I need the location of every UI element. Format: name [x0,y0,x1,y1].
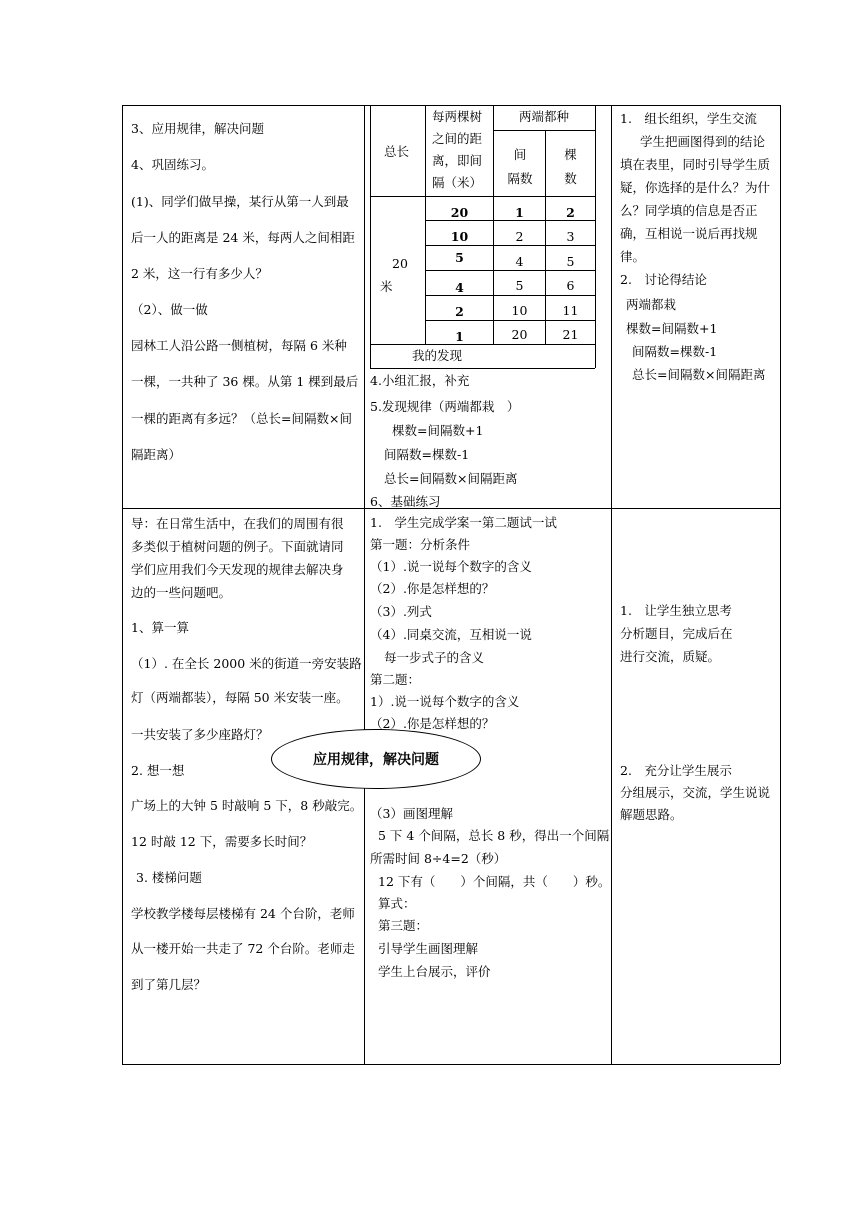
right-line: 分组展示，交流，学生说说 [620,785,771,800]
table-right-border [780,105,781,1064]
middle-line: （3）.列式 [370,604,432,619]
left-line: 一共安装了多少座路灯？ [131,727,269,742]
column-divider-1 [364,105,365,1064]
table-bottom-border [122,1064,780,1065]
inner-table-bottom [370,368,595,369]
row-count: 20 [511,327,528,342]
middle-line: （4）.同桌交流，互相说一说 [370,627,532,642]
middle-line: 算式： [378,896,416,911]
column-divider-2 [611,105,612,1064]
middle-line: （2）.你是怎样想的？ [370,581,495,596]
middle-line: 12 下有（ ）个间隔，共（ ）秒。 [378,874,611,889]
inner-table-line [425,245,595,246]
left-line: 从一楼开始一共走了 72 个台阶。老师走 [131,941,355,956]
header-interval-line: 隔（米） [432,175,483,190]
middle-line: 1. 学生完成学案一第二题试一试 [370,515,557,530]
row-interval: 2 [455,304,464,319]
right-line: 两端都栽 [626,297,677,312]
total-length-line: 米 [380,279,393,294]
left-line: 到了第几层？ [131,977,207,992]
row-count: 1 [515,205,524,220]
header-trees-line: 数 [564,171,577,186]
middle-line: 棵数=间隔数+1 [392,423,484,438]
middle-line: 所需时间 8÷4=2（秒） [370,851,507,866]
table-left-border [122,105,123,1064]
row-count: 5 [515,278,524,293]
row-count: 10 [511,303,528,318]
middle-line: 5 下 4 个间隔，总长 8 秒，得出一个间隔 [378,828,610,843]
q2-line: 一棵，一共种了 36 棵。从第 1 棵到最后 [131,374,359,389]
right-line: 分析题目，完成后在 [620,626,733,641]
q1-line: (1)、同学们做早操，某行从第一人到最 [131,194,349,209]
left-line: （1）. 在全长 2000 米的街道一旁安装路 [131,656,362,671]
left-line: 边的一些问题吧。 [131,585,232,600]
right-line: 总长=间隔数×间隔距离 [632,367,766,382]
inner-table-line [425,320,595,321]
right-line: 1. 组长组织，学生交流 [620,111,757,126]
row-trees: 11 [562,303,579,318]
header-count-line: 间 [513,147,527,162]
callout-ellipse [271,729,481,789]
right-line: 律。 [620,249,646,264]
middle-line: 每一步式子的含义 [384,650,485,665]
right-line: 间隔数=棵数-1 [632,344,718,359]
middle-line: 第三题： [378,918,429,933]
callout-text: 应用规律，解决问题 [313,752,439,768]
inner-table-left [370,105,371,368]
header-interval-line: 每两棵树 [432,109,483,124]
row-trees: 2 [566,205,575,220]
right-line: 确，互相说一说后再找规 [620,226,758,241]
row-interval: 10 [450,229,469,244]
middle-line: 引导学生画图理解 [378,941,479,956]
middle-line: 间隔数=棵数-1 [384,447,470,462]
header-interval-line: 之间的距 [432,131,483,146]
right-line: 2. 充分让学生展示 [620,763,732,778]
row-trees: 6 [566,278,575,293]
middle-line: （2）.你是怎样想的？ [370,716,495,731]
left-line: 3. 楼梯问题 [136,870,202,885]
inner-table-line [370,196,595,197]
right-line: 2. 讨论得结论 [620,272,707,287]
left-line: 灯（两端都装），每隔 50 米安装一座。 [131,690,349,705]
row-count: 4 [515,254,524,269]
row-interval: 1 [455,329,464,344]
q2-title: （2）、做一做 [131,302,208,317]
middle-line: 6、基础练习 [370,494,441,509]
step3-heading: 3、应用规律，解决问题 [131,121,264,136]
inner-table-top [370,105,595,106]
left-line: 学们应用我们今天发现的规律去解决身 [131,562,344,577]
q1-line: 后一人的距离是 24 米，每两人之间相距 [131,230,355,245]
q2-line: 一棵的距离有多远？（总长=间隔数×间 [131,411,352,426]
row-trees: 5 [566,254,575,269]
right-line: 棵数=间隔数+1 [626,321,718,336]
total-length-line: 20 [392,256,408,271]
inner-table-right [595,105,596,368]
left-line: 多类似于植树问题的例子。下面就请同 [131,539,344,554]
row-count: 2 [515,229,524,244]
row-divider [122,508,780,509]
row-interval: 5 [455,250,464,265]
row-interval: 4 [455,280,464,295]
header-count-line: 隔数 [507,171,533,186]
right-line: 疑，你选择的是什么？为什 [620,180,771,195]
right-line: 学生把画图得到的结论 [640,134,766,149]
right-line: 进行交流，质疑。 [620,649,721,664]
middle-line: 1）.说一说每个数字的含义 [370,694,520,709]
right-line: 1. 让学生独立思考 [620,603,732,618]
header-both-ends: 两端都种 [519,109,570,124]
middle-line: 总长=间隔数×间隔距离 [384,471,518,486]
middle-line: 第二题： [370,672,421,687]
q1-line: 2 米，这一行有多少人？ [131,266,268,281]
step4-heading: 4、巩固练习。 [131,157,214,172]
middle-line: 第一题：分析条件 [370,537,471,552]
left-line: 2. 想一想 [131,763,185,778]
middle-line: 4.小组汇报，补充 [370,373,470,388]
q2-line: 隔距离） [131,447,182,462]
left-line: 导：在日常生活中，在我们的周围有很 [131,516,344,531]
middle-line: 学生上台展示，评价 [378,964,491,979]
inner-table-line [425,270,595,271]
row-interval: 20 [450,205,469,220]
middle-line: （1）.说一说每个数字的含义 [370,559,532,574]
left-line: 1、算一算 [131,620,189,635]
row-trees: 21 [562,327,579,342]
my-discovery-label: 我的发现 [412,348,463,363]
header-total: 总长 [384,144,410,159]
header-interval-line: 离，即间 [432,153,483,168]
header-trees-line: 棵 [564,147,577,162]
inner-table-line [493,130,595,131]
right-line: 解题思路。 [620,807,683,822]
q2-line: 园林工人沿公路一侧植树，每隔 6 米种 [131,338,347,353]
row-trees: 3 [566,229,575,244]
middle-line: 5.发现规律（两端都栽 ） [370,399,520,414]
left-line: 12 时敲 12 下，需要多长时间？ [131,834,313,849]
middle-line: （3）画图理解 [370,806,453,821]
left-line: 广场上的大钟 5 时敲响 5 下，8 秒敲完。 [131,798,363,813]
right-line: 么？同学填的信息是否正 [620,203,758,218]
right-line: 填在表里，同时引导学生质 [620,157,771,172]
left-line: 学校教学楼每层楼梯有 24 个台阶，老师 [131,906,355,921]
